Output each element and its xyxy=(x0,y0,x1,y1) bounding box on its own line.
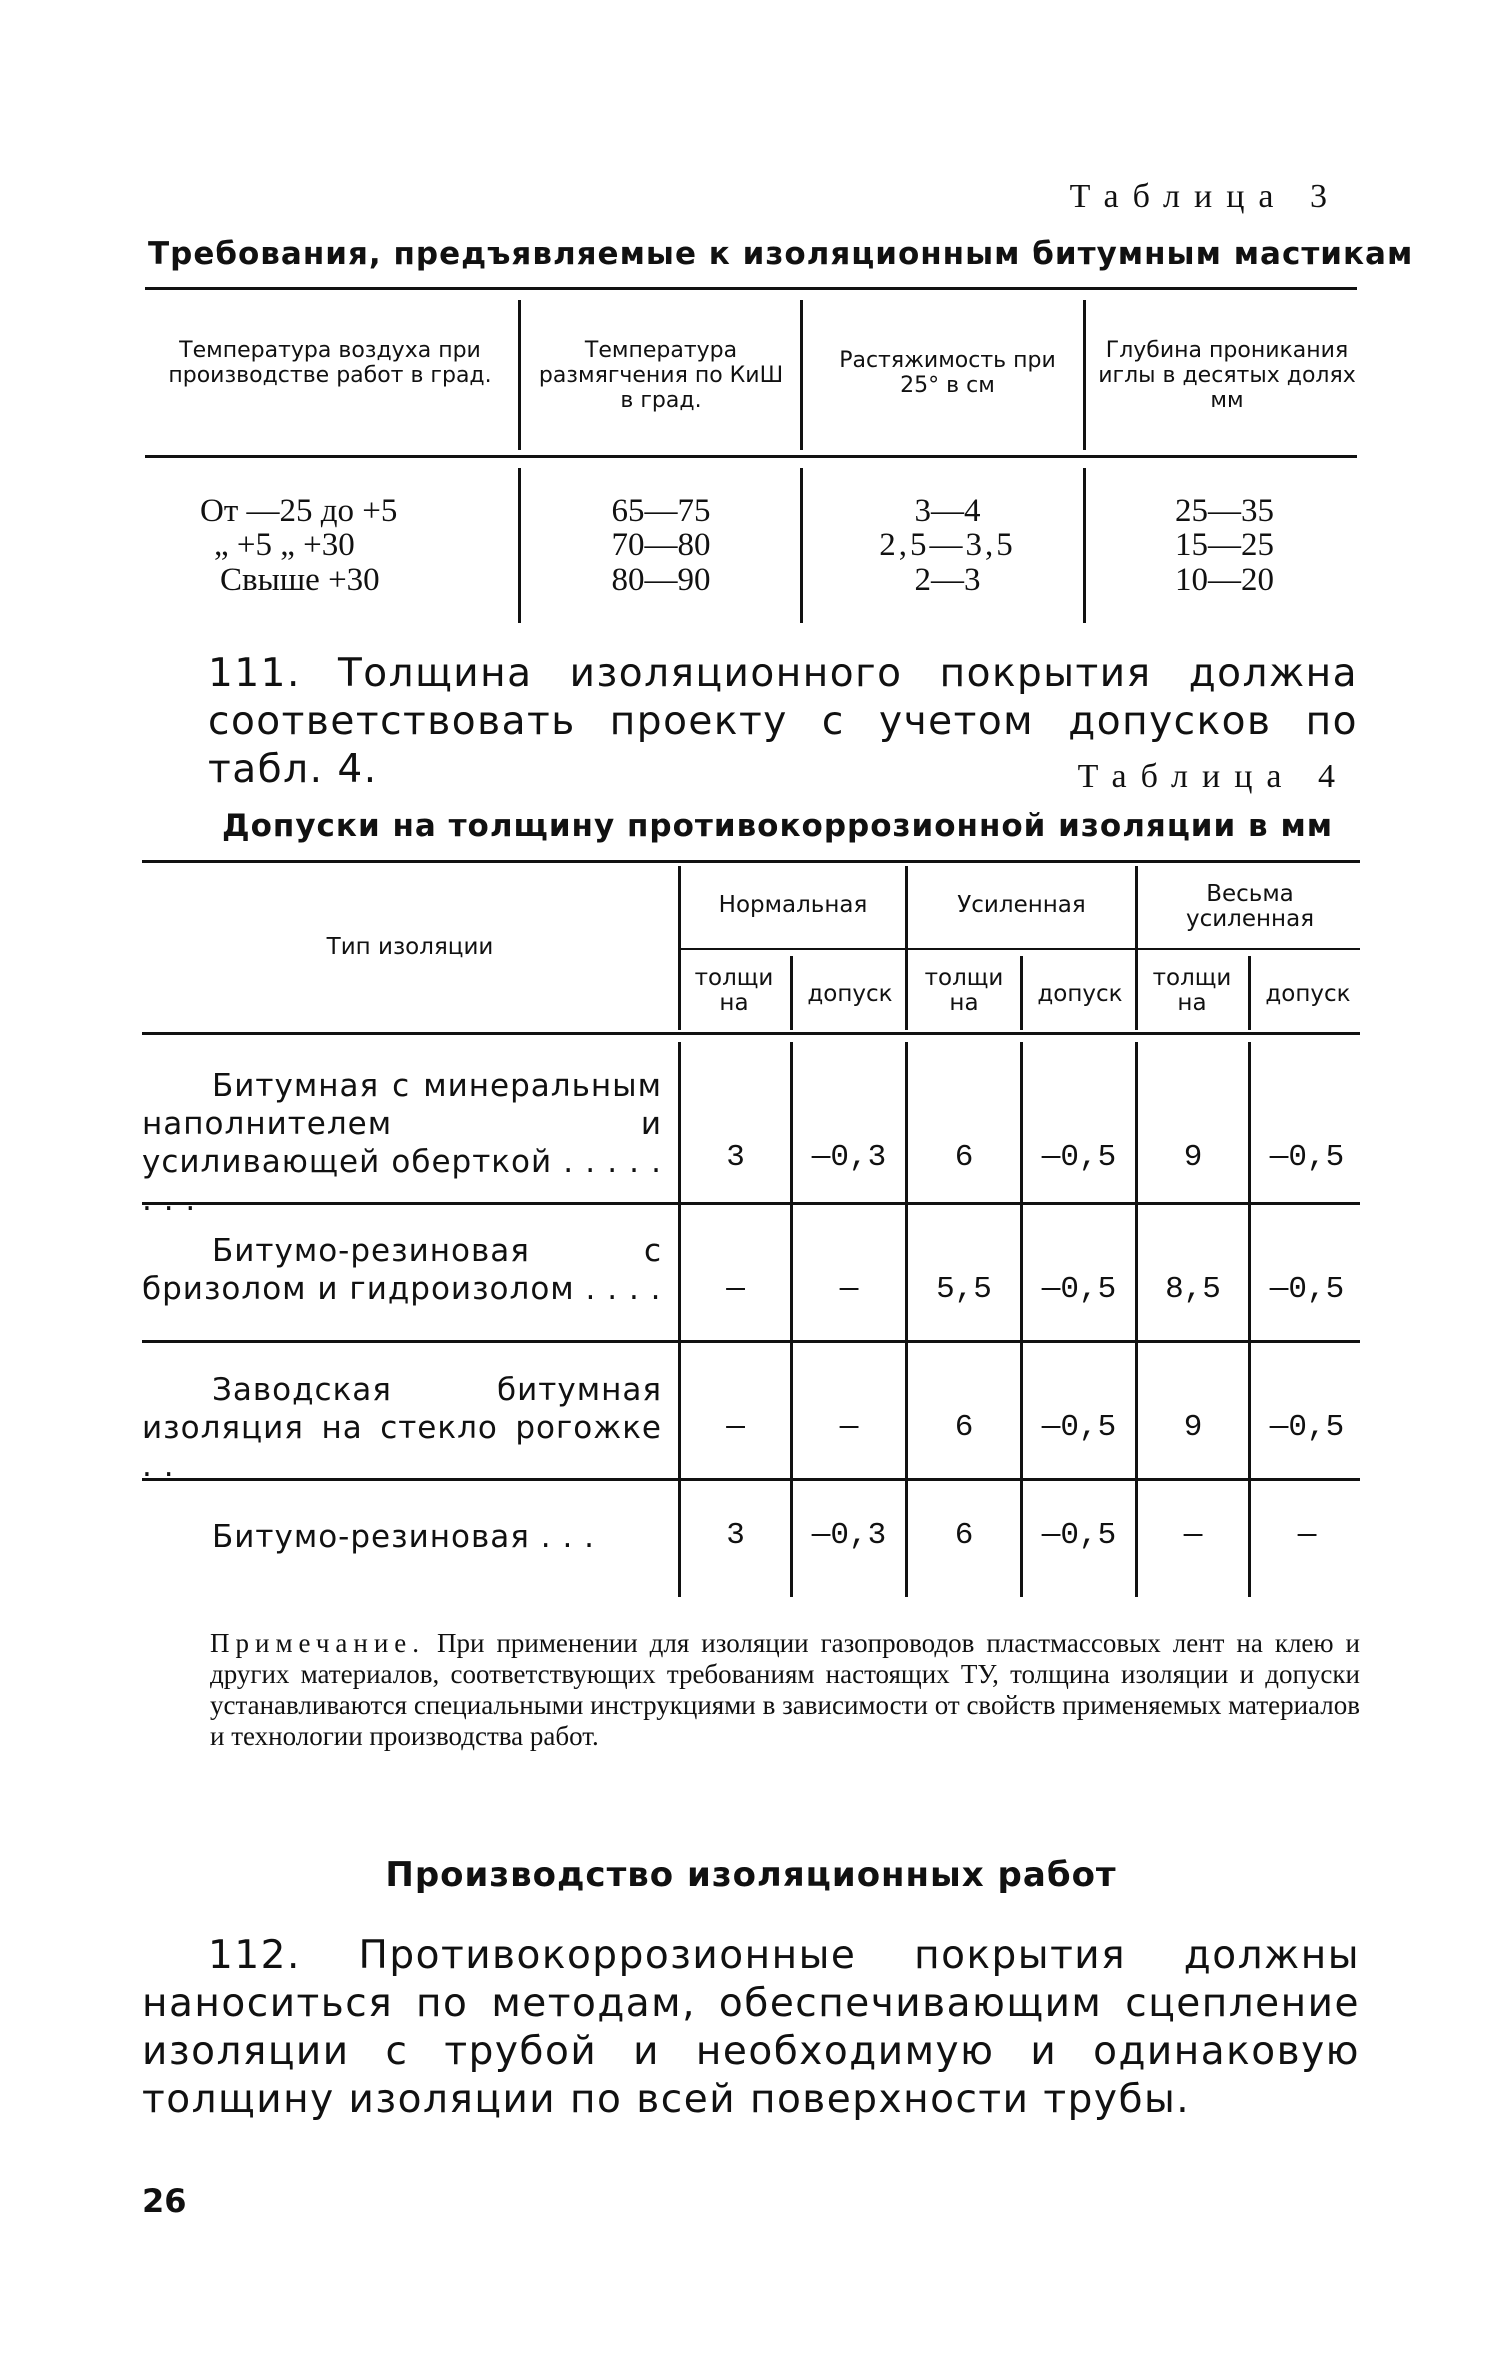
table3-cell: 2,5—3,5 xyxy=(879,527,1016,563)
table4-col-divider xyxy=(1248,956,1251,1030)
note-label: Примечание. xyxy=(210,1628,426,1658)
table3-cell: Свыше +30 xyxy=(220,562,380,598)
table4-cell: 6 xyxy=(954,1140,974,1175)
table4-sub-header: толщина xyxy=(1152,965,1232,1016)
table4-row-name: Битумная с минеральным наполнителем и усиливающей оберткой . . . . . . . . xyxy=(142,1068,662,1218)
table3-header-rule xyxy=(145,455,1357,458)
table3-cell: 65—75 xyxy=(611,493,711,529)
table4-cell: —0,3 xyxy=(811,1140,887,1175)
table3-header-cell: Температура воздуха при производстве работ в град. xyxy=(168,338,492,388)
table4-cell: — xyxy=(839,1410,859,1445)
table4-col-divider xyxy=(790,1042,793,1597)
table3-header-cell: Глубина проникания иглы в десятых долях мм xyxy=(1098,338,1356,413)
table3-cell: 3—4 xyxy=(914,493,981,529)
table4-sub-header: допуск xyxy=(1265,981,1351,1007)
table4-cell: — xyxy=(726,1272,745,1307)
table3-col-divider xyxy=(1083,468,1086,623)
table4-cell: 9 xyxy=(1183,1140,1203,1175)
table3-cell: От —25 до +5 xyxy=(200,493,398,529)
table4-title: Допуски на толщину противокоррозионной изоляции в мм xyxy=(222,808,1334,844)
table4-cell: —0,5 xyxy=(1269,1272,1345,1307)
table4-cell: —0,5 xyxy=(1269,1410,1345,1445)
table4-sub-header: толщина xyxy=(694,965,774,1016)
table4-type-header: Тип изоляции xyxy=(326,934,494,960)
table4-cell: 9 xyxy=(1183,1410,1203,1445)
table4-cell: —0,5 xyxy=(1041,1140,1117,1175)
table3-title: Требования, предъявляемые к изоляционным битумным мастикам xyxy=(148,236,1414,272)
table4-col-divider xyxy=(905,866,908,1030)
note-text: При применении для изоляции газопроводов пластмассовых лент на клею и других материалов, соответствующих требованиям настоящих ТУ, толщина изоляции и допуски устанавливаются специальными инструкциями в зависимости от свойств применяемых материалов и технологии производства работ. xyxy=(210,1628,1360,1751)
table4-row-rule xyxy=(142,1340,1360,1343)
table4-cell: — xyxy=(726,1410,745,1445)
table4-group-header: Весьма усиленная xyxy=(1185,881,1315,932)
table4-note xyxy=(210,1628,1360,1752)
table3-cell: 10—20 xyxy=(1175,562,1274,598)
table4-col-divider xyxy=(1020,956,1023,1030)
table4-col-divider xyxy=(678,866,681,1030)
table4-col-divider xyxy=(1135,1042,1138,1597)
table4-label: Таблица 4 xyxy=(1077,758,1349,795)
table4-group-rule xyxy=(680,948,1360,950)
table4-cell: — xyxy=(839,1272,859,1307)
table4-cell: 3 xyxy=(726,1518,745,1553)
table4-cell: 5,5 xyxy=(936,1272,992,1307)
table4-cell: 6 xyxy=(954,1410,974,1445)
table4-sub-header: допуск xyxy=(807,981,893,1007)
table4-col-divider xyxy=(1020,1042,1023,1597)
table3-cell: 80—90 xyxy=(611,562,711,598)
paragraph-111: 111. Толщина изоляционного покрытия должна соответствовать проекту с учетом допусков по табл. 4. xyxy=(208,651,1358,792)
section-title: Производство изоляционных работ xyxy=(385,1855,1117,1895)
table4-group-header: Нормальная xyxy=(718,892,868,918)
table3-cell: 2—3 xyxy=(914,562,981,598)
table4-cell: —0,3 xyxy=(811,1518,887,1553)
table4-cell: —0,5 xyxy=(1269,1140,1345,1175)
table4-header-rule xyxy=(142,1032,1360,1035)
table3-header-cell: Растяжимость при 25° в см xyxy=(839,348,1056,398)
paragraph-112: 112. Противокоррозионные покрытия должны наноситься по методам, обеспечивающим сцепление изоляции с трубой и необходимую и одинаковую толщину изоляции по всей поверхности трубы. xyxy=(142,1933,1360,2122)
table3-cell: „ +5 „ +30 xyxy=(214,527,355,563)
table4-row-name: Битумо-резиновая . . . xyxy=(212,1519,596,1555)
table4-sub-header: толщина xyxy=(924,965,1004,1016)
table3-cell: 70—80 xyxy=(611,527,711,563)
table4-group-header: Усиленная xyxy=(957,892,1086,918)
table4-col-divider xyxy=(678,1042,681,1597)
table3-col-divider xyxy=(1083,300,1086,450)
table4-col-divider xyxy=(905,1042,908,1597)
table4-cell: —0,5 xyxy=(1041,1410,1117,1445)
table3-top-rule xyxy=(145,287,1357,290)
table3-col-divider xyxy=(518,300,521,450)
table3-cell: 15—25 xyxy=(1175,527,1274,563)
page-number: 26 xyxy=(142,2182,187,2220)
table4-row-name: Заводская битумная изоляция на стекло рогожке . . xyxy=(142,1372,662,1484)
table4-row-name: Битумо-резиновая с бризолом и гидроизолом . . . . xyxy=(142,1233,662,1307)
table4-cell: —0,5 xyxy=(1041,1518,1117,1553)
table4-cell: 8,5 xyxy=(1165,1272,1221,1307)
table4-sub-header: допуск xyxy=(1037,981,1123,1007)
table3-col-divider xyxy=(800,300,803,450)
table4-cell: —0,5 xyxy=(1041,1272,1117,1307)
table4-cell: 3 xyxy=(726,1140,745,1175)
table3-col-divider xyxy=(800,468,803,623)
table3-header-cell: Температура размягчения по КиШ в град. xyxy=(538,338,784,413)
table4-cell: 6 xyxy=(954,1518,974,1553)
table4-col-divider xyxy=(1248,1042,1251,1597)
table4-top-rule xyxy=(142,860,1360,863)
table4-col-divider xyxy=(1135,866,1138,1030)
table3-cell: 25—35 xyxy=(1175,493,1274,529)
table3-col-divider xyxy=(518,468,521,623)
table4-col-divider xyxy=(790,956,793,1030)
table4-cell: — xyxy=(1297,1518,1317,1553)
table4-cell: — xyxy=(1183,1518,1203,1553)
table3-label: Таблица 3 xyxy=(1069,178,1341,215)
